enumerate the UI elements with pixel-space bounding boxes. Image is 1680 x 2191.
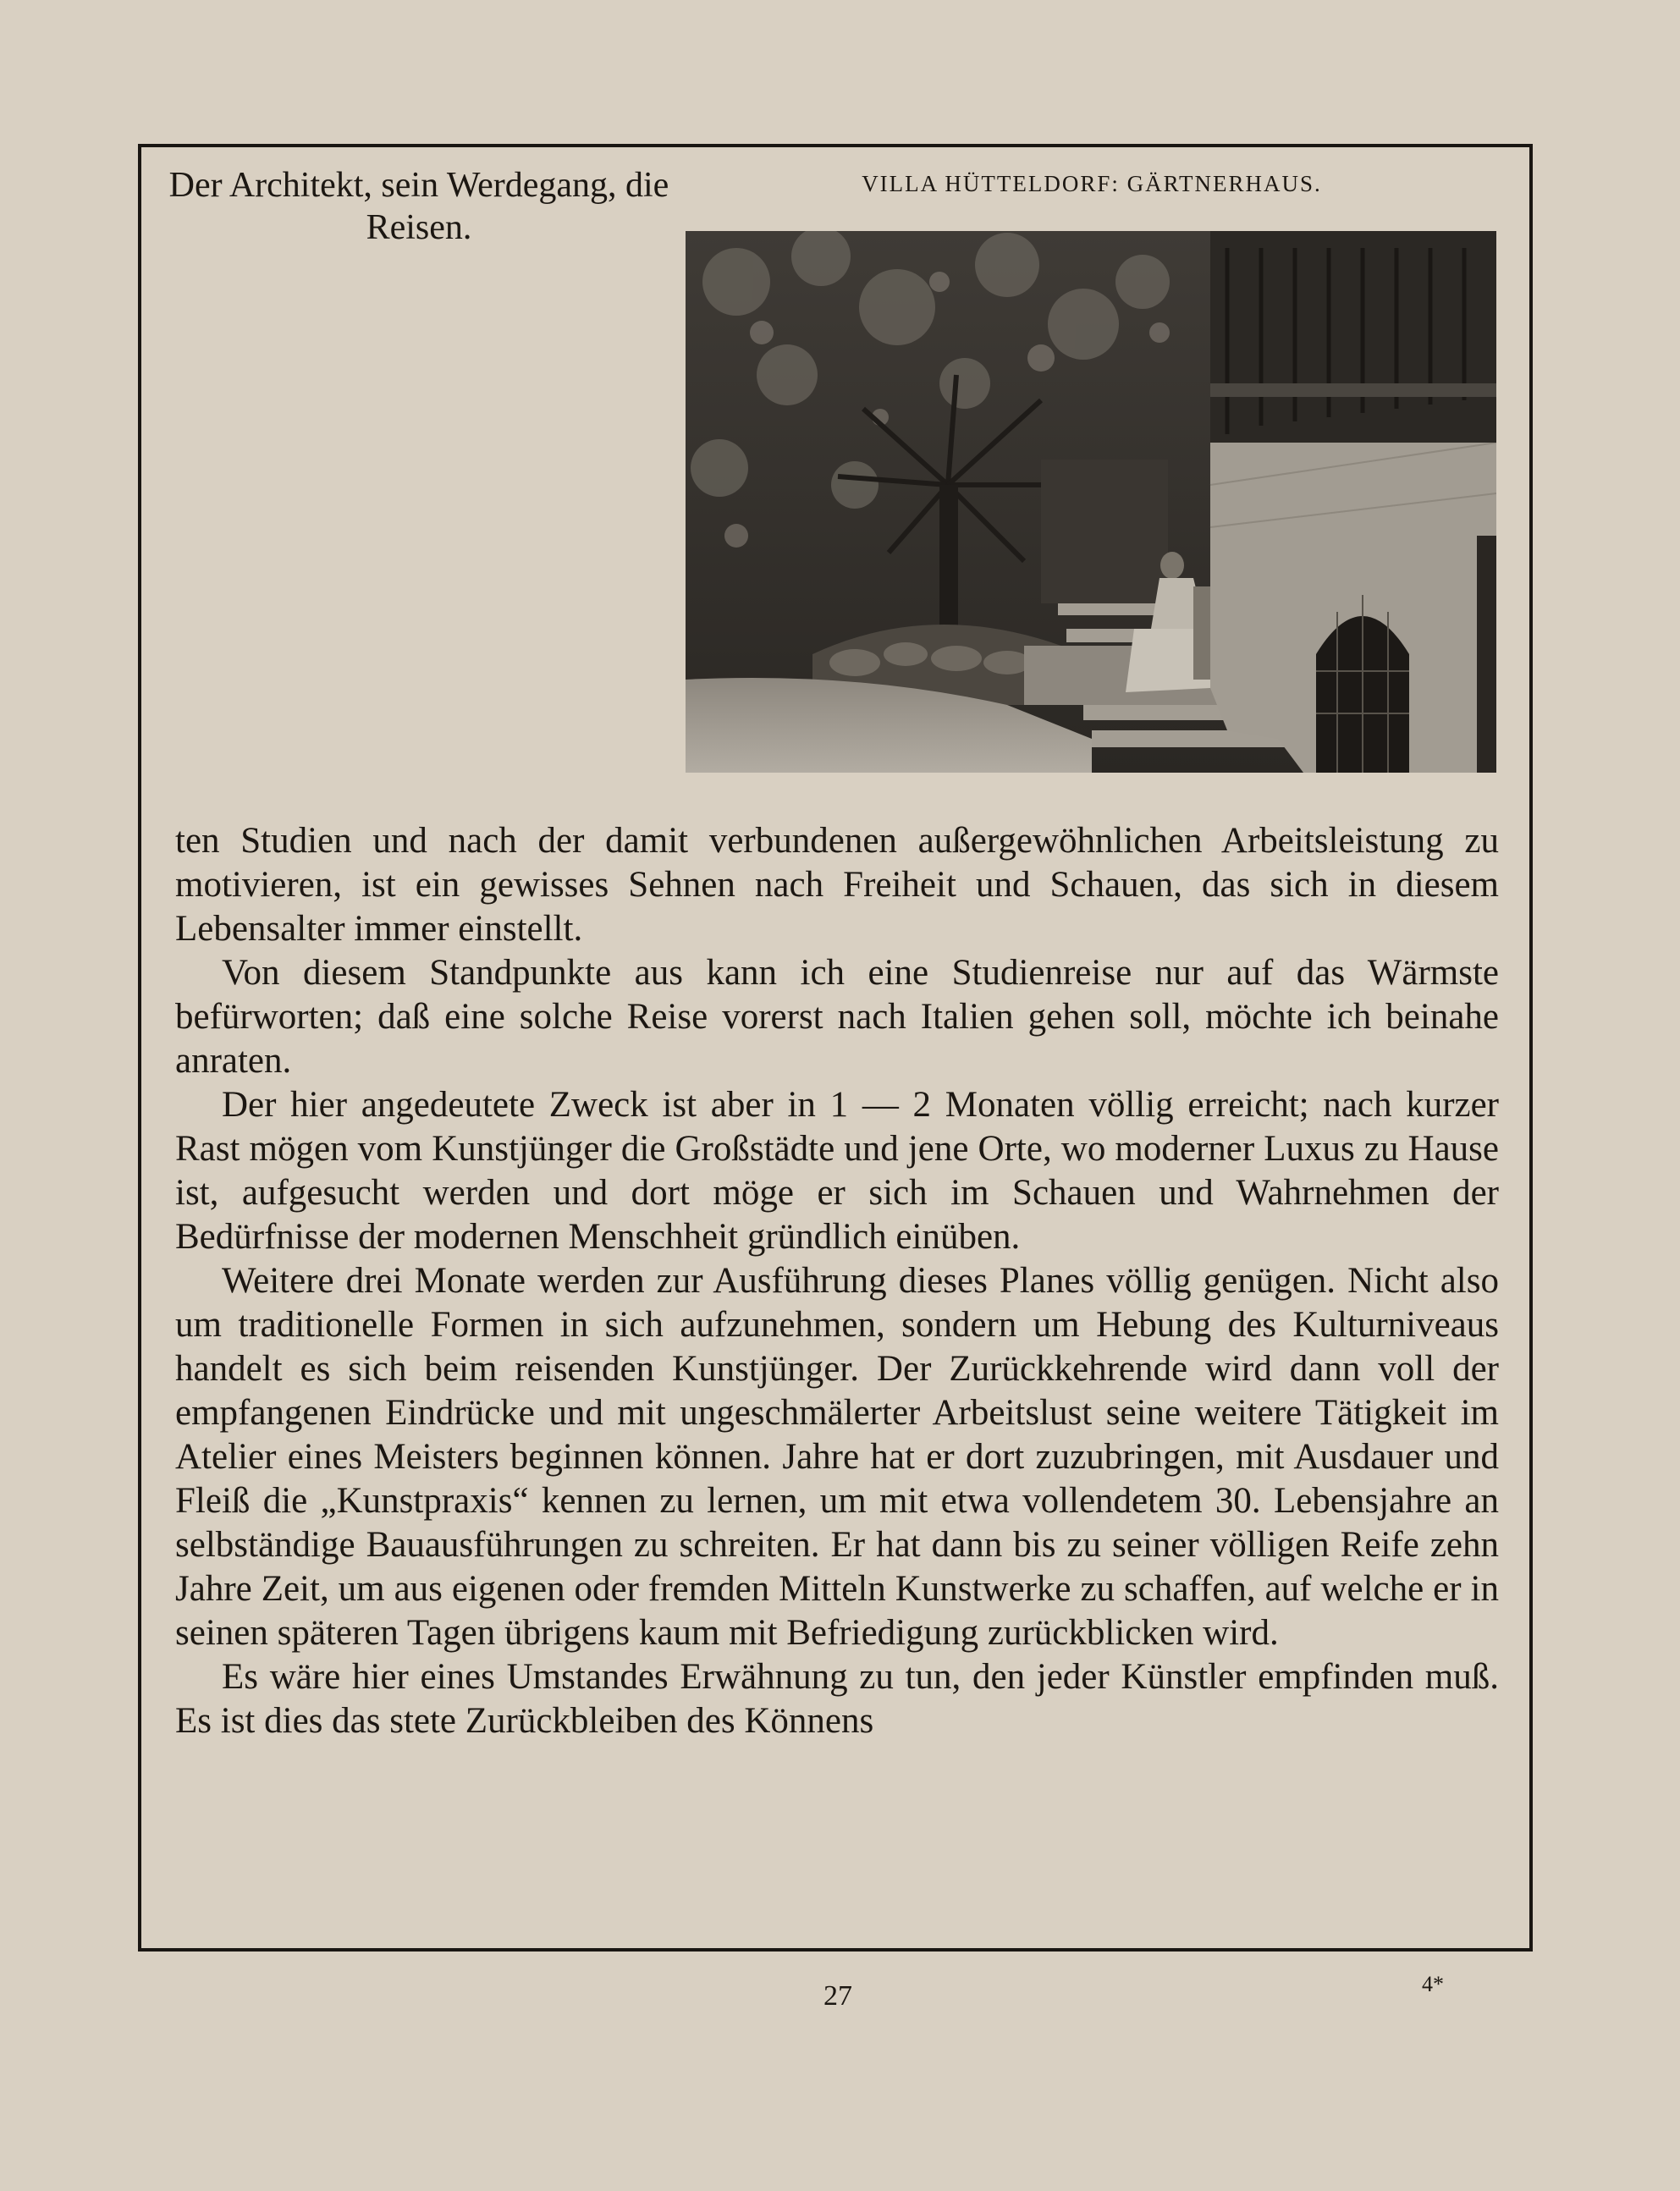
- photo-caption: VILLA HÜTTELDORF: GÄRTNERHAUS.: [862, 171, 1322, 196]
- body-text: [175, 819, 1499, 1743]
- garden-photo-image: [686, 231, 1496, 773]
- paragraph: Von diesem Standpunkte aus kann ich eine Studienreise nur auf das Wärmste befürworten; daß eine solche Reise vorerst nach Italien gehen soll, möchte ich beinahe anraten.: [175, 953, 1499, 1081]
- running-head: Der Architekt, sein Werdegang, die Reisen.: [168, 166, 669, 247]
- paragraph: Weitere drei Monate werden zur Ausführung dieses Planes völlig genügen. Nicht also um traditionelle Formen in sich aufzunehmen, sondern um Hebung des Kulturniveaus handelt es sich beim reisenden Kunstjünger. Der Zurückkehrende wird dann voll der empfangenen Eindrücke und mit ungeschmälerter Arbeitslust seine weitere Tätigkeit im Atelier eines Meisters beginnen können. Jahre hat er dort zuzubringen, mit Ausdauer und Fleiß die „Kunstpraxis“ kennen zu lernen, um mit etwa vollendetem 30. Lebensjahre an selbständige Bauausführungen zu schreiten. Er hat dann bis zu seiner völligen Reife zehn Jahre Zeit, um aus eigenen oder fremden Mitteln Kunstwerke zu schaffen, auf welche er in seinen späteren Tagen übrigens kaum mit Befriedigung zurückblicken wird.: [175, 1261, 1499, 1653]
- paragraph: Es wäre hier eines Umstandes Erwähnung zu tun, den jeder Künstler empfinden muß. Es ist dies das stete Zurückbleiben des Könnens: [175, 1657, 1499, 1741]
- page-number: 27: [823, 1980, 852, 2012]
- signature-mark: 4*: [1422, 1972, 1444, 1996]
- paragraph: ten Studien und nach der damit verbundenen außergewöhnlichen Arbeitsleistung zu motivieren, ist ein gewisses Sehnen nach Freiheit und Schauen, das sich in diesem Lebensalter immer einstellt.: [175, 821, 1499, 949]
- photo-villa-garden: [686, 231, 1496, 773]
- paragraph: Der hier angedeutete Zweck ist aber in 1 — 2 Monaten völlig erreicht; nach kurzer Rast mögen vom Kunstjünger die Großstädte und jene Orte, wo moderner Luxus zu Hause ist, aufgesucht werden und dort möge er sich im Schauen und Wahrnehmen der Bedürfnisse der modernen Menschheit gründlich einüben.: [175, 1085, 1499, 1257]
